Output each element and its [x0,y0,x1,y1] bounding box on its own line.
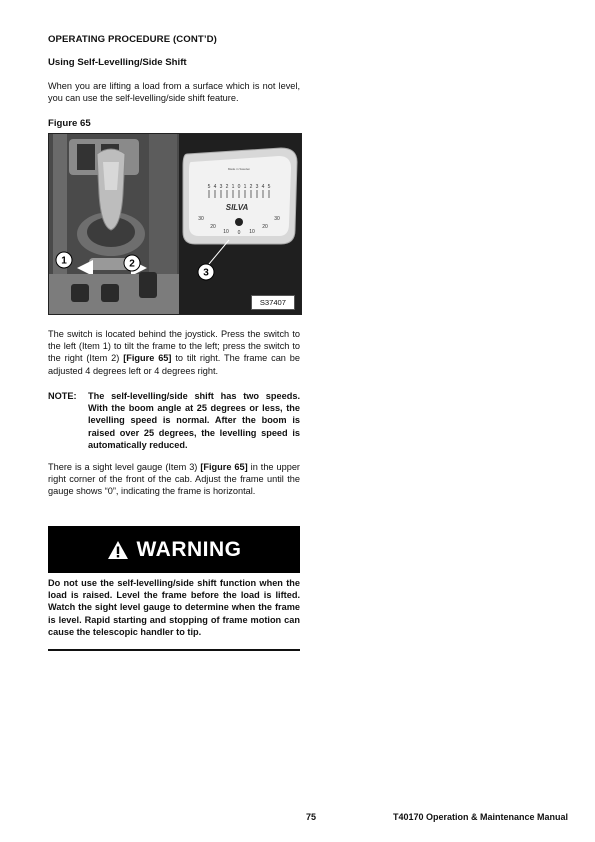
sight-level-gauge [183,148,297,244]
warning-triangle-icon [107,540,129,560]
gauge-top-2a: 2 [225,184,229,190]
warning-text: Do not use the self-levelling/side shift function when the load is raised. Level the frame before the load is lifted. Watch the sight level gauge to determine when the frame is level. Rapid starting and stopping of frame motion can cause the telescopic handler to tip. [48,578,300,637]
warning-banner [48,526,300,573]
gauge-top-3a: 3 [219,184,223,190]
gauge-bot-0: 0 [237,230,241,236]
note-block [48,390,300,451]
section-title: OPERATING PROCEDURE (CONT’D) [48,34,217,45]
warning-title: WARNING [136,537,242,561]
figure-reference: [Figure 65] [123,353,172,364]
section-divider [48,649,300,651]
gauge-paragraph-part1: There is a sight level gauge (Item 3) [48,462,201,472]
intro-paragraph: When you are lifting a load from a surface which is not level, you can use the self-levelling/side shift feature. [48,81,300,104]
gauge-paragraph [48,461,300,498]
note-text: The self-levelling/side shift has two speeds. With the boom angle at 25 degrees or less, the levelling speed is normal. After the boom is raised over 25 degrees, the levelling speed is automatically reduced. [88,391,300,450]
note-label: NOTE: [48,391,77,401]
gauge-bot-20a: 20 [210,224,216,230]
gauge-top-4b: 4 [261,184,265,190]
gauge-top-4a: 4 [213,184,217,190]
gauge-top-1a: 1 [231,184,235,190]
gauge-bot-30a: 30 [198,216,204,222]
page-number: 75 [306,812,317,822]
switch-paragraph-part2: to tilt right. The frame can be adjusted 4 degrees left or 4 degrees right. [48,353,300,376]
gauge-top-1b: 1 [243,184,247,190]
switch-paragraph-part1: The switch is located behind the joystick. Press the switch to the left (Item 1) to tilt the frame to the left; press the switch to the right (Item 2) [48,329,300,364]
gauge-top-5a: 5 [207,184,211,190]
cab-photo-illustration [49,134,301,314]
figure-image-id: S37407 [251,295,295,310]
gauge-top-0: 0 [237,184,241,190]
figure-photo [48,133,302,315]
figure-label: Figure 65 [48,118,91,129]
gauge-bot-10b: 10 [249,229,255,235]
callout-3: 3 [203,267,209,279]
gauge-top-2b: 2 [249,184,253,190]
gauge-top-3b: 3 [255,184,259,190]
callout-2: 2 [129,258,135,270]
gauge-top-5b: 5 [267,184,271,190]
switch-paragraph [48,328,300,377]
gauge-brand: SILVA [225,203,249,212]
gauge-bot-30b: 30 [274,216,280,222]
subsection-title: Using Self-Levelling/Side Shift [48,57,187,68]
gauge-bot-10a: 10 [223,229,229,235]
svg-text:Made in Sweden: Made in Sweden [227,167,251,171]
gauge-bot-20b: 20 [262,224,268,230]
manual-title: T40170 Operation & Maintenance Manual [393,812,569,822]
callout-1: 1 [61,255,67,267]
figure-reference-2: [Figure 65] [200,462,248,472]
gauge-paragraph-part2: in the upper right corner of the front of the cab. Adjust the frame until the gauge shows “0”, indicating the frame is horizontal. [48,462,300,497]
